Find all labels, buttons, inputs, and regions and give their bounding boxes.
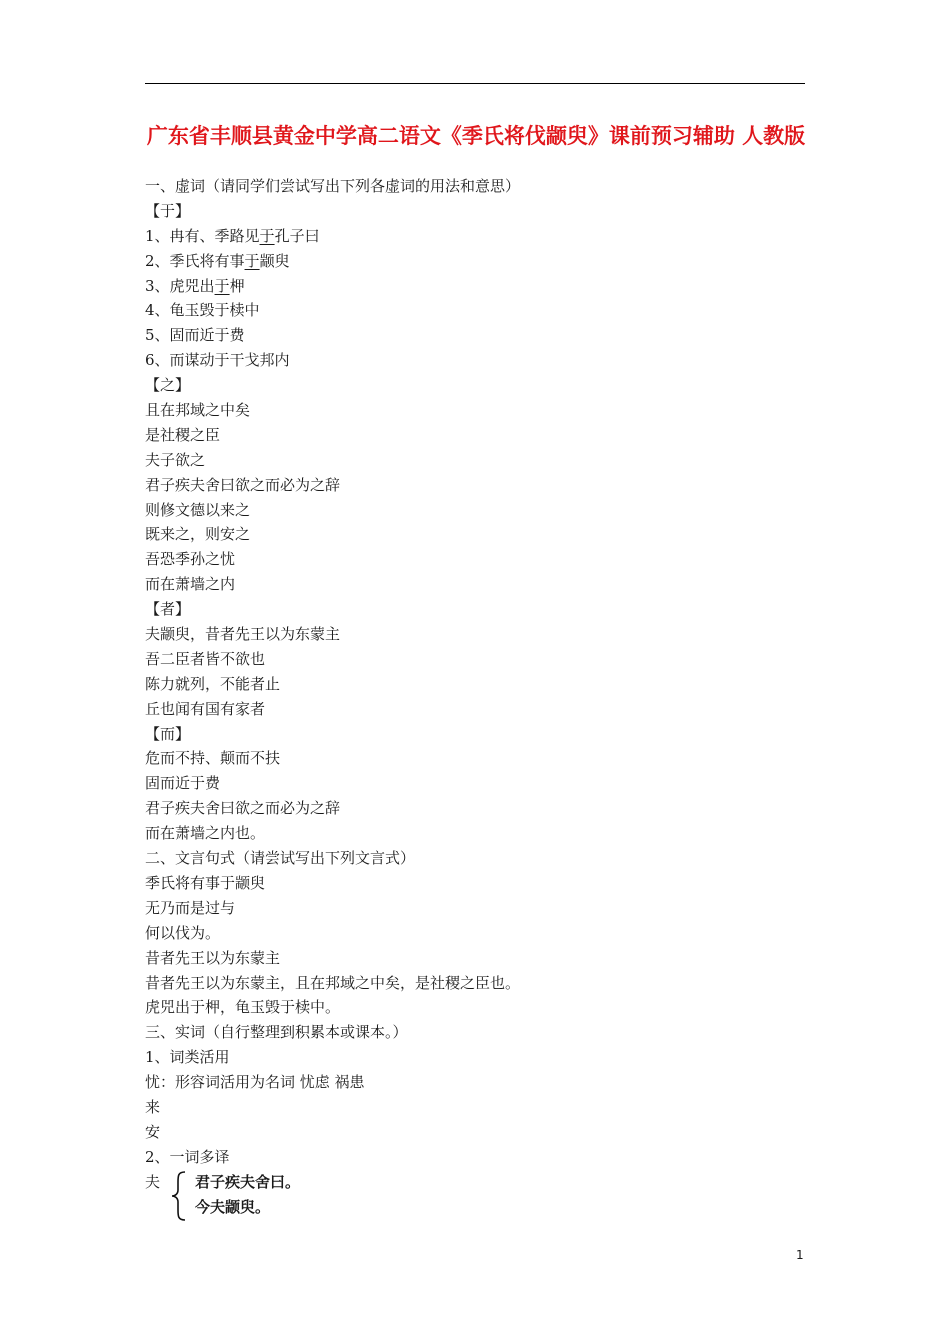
text-segment: 1、冉有、季路见 (145, 226, 260, 245)
text-segment: 柙 (229, 276, 245, 295)
example-line: 而在萧墙之内 (145, 575, 236, 594)
example-line: 君子疾夫舍曰欲之而必为之辞 (145, 475, 341, 494)
example-line: 安 (145, 1122, 161, 1141)
example-line: 吾二臣者皆不欲也 (145, 649, 266, 668)
example-line: 君子疾夫舍曰欲之而必为之辞 (145, 799, 341, 818)
example-line: 危而不持、颠而不扶 (145, 749, 281, 768)
example-line: 而在萧墙之内也。 (145, 824, 266, 843)
example-line: 是社稷之臣 (145, 425, 221, 444)
example-line: 夫颛臾，昔者先王以为东蒙主 (145, 625, 341, 644)
text-segment: 3、虎兕出 (145, 276, 215, 295)
multi-meaning-word: 夫 (145, 1173, 161, 1191)
subsection-heading: 2、一词多译 (145, 1147, 230, 1166)
example-line: 昔者先王以为东蒙主 (145, 948, 281, 967)
example-line: 陈力就列，不能者止 (145, 674, 281, 693)
section-heading: 一、虚词（请同学们尝试写出下列各虚词的用法和意思） (145, 177, 521, 195)
group-label: 【之】 (145, 376, 191, 395)
example-line: 何以伐为。 (145, 923, 221, 942)
example-line: 季氏将有事于颛臾 (145, 873, 266, 892)
document-body (145, 174, 805, 1170)
meaning-example-2: 今夫颛臾。 (195, 1198, 271, 1216)
group-label: 【者】 (145, 600, 191, 619)
example-line: 虎兕出于柙，龟玉毁于椟中。 (145, 998, 341, 1017)
text-segment: 2、季氏将有事 (145, 251, 245, 270)
underlined-word: 于 (259, 226, 275, 245)
example-line (145, 274, 805, 299)
example-line: 来 (145, 1097, 161, 1116)
example-line: 4、龟玉毁于椟中 (145, 301, 260, 320)
example-line: 昔者先王以为东蒙主，且在邦域之中矣，是社稷之臣也。 (145, 973, 521, 992)
underlined-word: 于 (214, 276, 230, 295)
text-segment: 孔子曰 (274, 226, 320, 245)
page-number: 1 (796, 1248, 804, 1262)
header-rule (145, 83, 805, 84)
group-label: 【而】 (145, 724, 191, 743)
document-title: 广东省丰顺县黄金中学高二语文《季氏将伐颛臾》课前预习辅助 人教版 (146, 124, 806, 148)
section-heading: 二、文言句式（请尝试写出下列文言式） (145, 849, 416, 868)
group-label: 【于】 (145, 201, 191, 220)
multi-meaning-group (145, 1170, 545, 1222)
example-line: 既来之，则安之 (145, 525, 251, 544)
section-heading: 三、实词（自行整理到积累本或课本。） (145, 1023, 408, 1042)
example-line: 吾恐季孙之忧 (145, 550, 236, 569)
example-line (145, 224, 805, 249)
example-line: 5、固而近于费 (145, 326, 245, 345)
example-line: 丘也闻有国有家者 (145, 699, 266, 718)
example-line: 固而近于费 (145, 774, 221, 793)
example-line: 无乃而是过与 (145, 898, 236, 917)
example-line: 则修文德以来之 (145, 500, 251, 519)
subsection-heading: 1、词类活用 (145, 1048, 230, 1067)
example-line (145, 249, 805, 274)
example-line: 且在邦域之中矣 (145, 401, 251, 420)
example-line: 6、而谋动于干戈邦内 (145, 351, 290, 370)
text-segment: 颛臾 (259, 251, 290, 270)
example-line: 夫子欲之 (145, 450, 206, 469)
curly-brace-icon (169, 1170, 191, 1222)
underlined-word: 于 (244, 251, 260, 270)
example-line: 忧：形容词活用为名词 忧虑 祸患 (145, 1073, 365, 1092)
meaning-example-1: 君子疾夫舍曰。 (195, 1173, 301, 1191)
